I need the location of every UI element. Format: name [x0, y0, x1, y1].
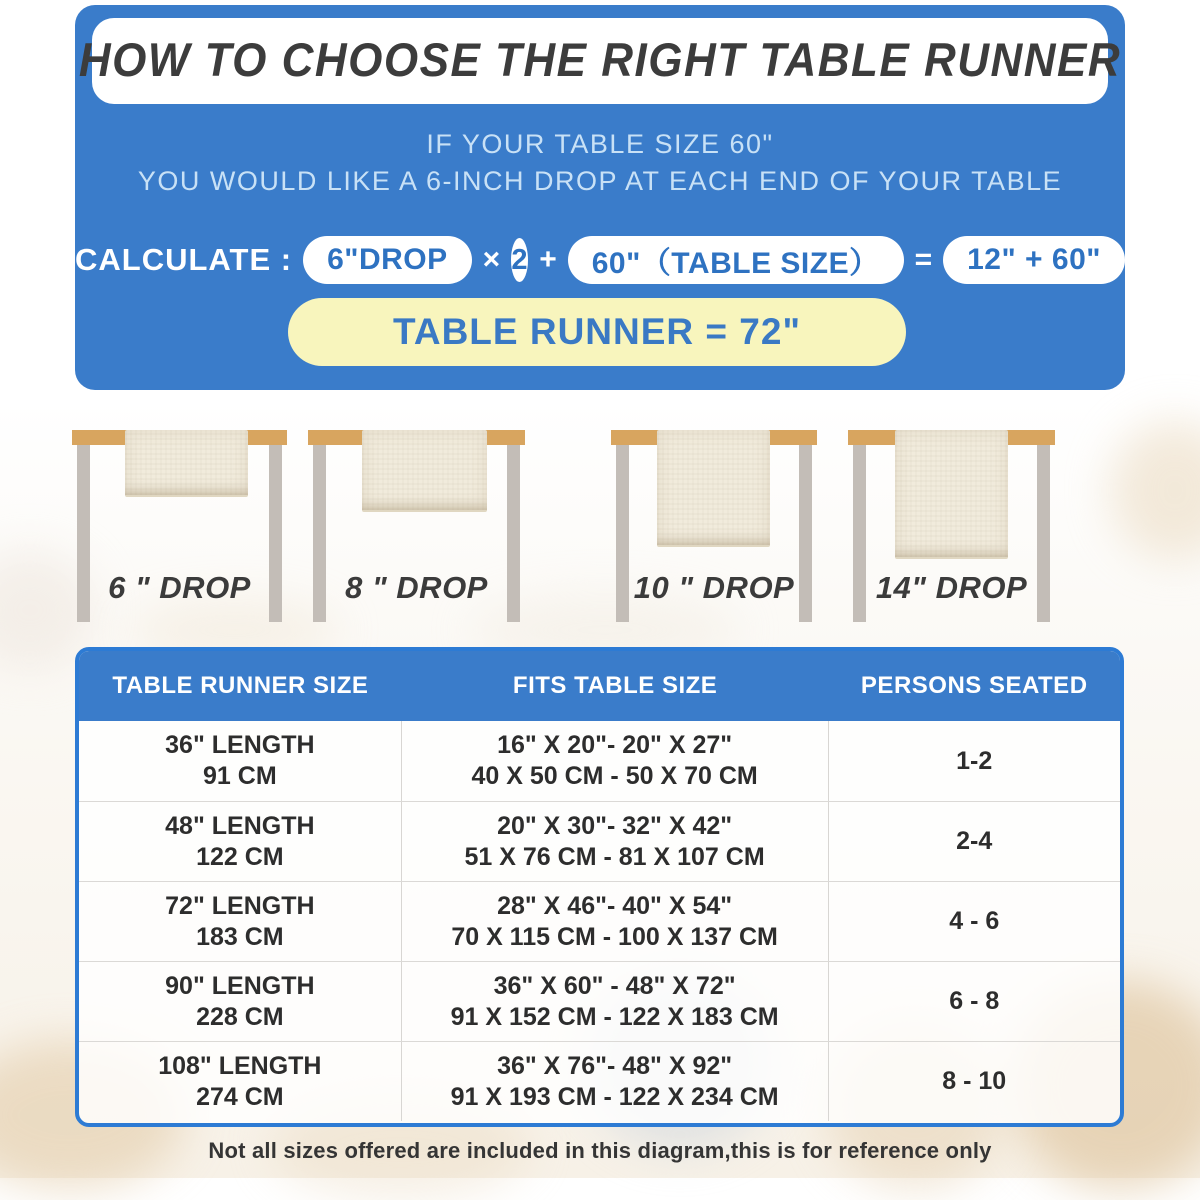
fits-size-inches: 36" X 60" - 48" X 72"	[493, 971, 736, 1000]
fits-size-cm: 40 X 50 CM - 50 X 70 CM	[471, 762, 758, 790]
multiply-sign: ×	[482, 243, 501, 276]
page-title: HOW TO CHOOSE THE RIGHT TABLE RUNNER	[78, 34, 1122, 87]
drop-label: 10 " DROP	[633, 570, 795, 605]
table-leg-shape	[77, 444, 90, 622]
table-leg-shape	[1037, 444, 1050, 622]
hero-panel	[75, 5, 1125, 390]
table-row	[79, 961, 1120, 1041]
fits-size-inches: 16" X 20"- 20" X 27"	[497, 731, 733, 759]
runner-size-cm: 274 CM	[196, 1082, 284, 1111]
fits-size-inches: 36" X 76"- 48" X 92"	[497, 1051, 733, 1080]
drop-label: 14" DROP	[875, 570, 1028, 605]
runner-size-inches: 108" LENGTH	[158, 1051, 322, 1080]
table-figure-8-drop	[308, 430, 525, 626]
runner-swatch	[657, 430, 770, 547]
runner-size-cm: 183 CM	[196, 922, 284, 951]
persons-seated-value: 2-4	[956, 827, 993, 855]
footnote: Not all sizes offered are included in this diagram,this is for reference only	[208, 1138, 992, 1163]
runner-swatch	[895, 430, 1008, 559]
runner-size-inches: 48" LENGTH	[165, 811, 315, 840]
cell-persons-seated	[829, 721, 1120, 801]
table-leg-shape	[269, 444, 282, 622]
header-cell-persons: PERSONS SEATED	[860, 672, 1088, 699]
runner-size-cm: 91 CM	[203, 762, 277, 790]
table-leg-shape	[507, 444, 520, 622]
table-row	[79, 721, 1120, 801]
fits-size-cm: 51 X 76 CM - 81 X 107 CM	[464, 842, 765, 871]
table-leg-shape	[853, 444, 866, 622]
cell-fits-size	[402, 1042, 829, 1121]
fits-size-inches: 20" X 30"- 32" X 42"	[497, 811, 733, 840]
subtitle-line-1: IF YOUR TABLE SIZE 60"	[426, 129, 774, 159]
runner-size-inches: 72" LENGTH	[165, 891, 315, 920]
cell-persons-seated	[829, 802, 1120, 881]
drop-label: 6 " DROP	[108, 570, 251, 605]
cell-persons-seated	[829, 962, 1120, 1041]
cell-runner-size	[79, 882, 402, 961]
drop-label: 8 " DROP	[345, 570, 488, 605]
runner-size-inches: 36" LENGTH	[165, 731, 315, 759]
cell-persons-seated	[829, 882, 1120, 961]
fits-size-cm: 91 X 193 CM - 122 X 234 CM	[450, 1082, 779, 1111]
runner-swatch	[125, 430, 248, 497]
persons-seated-value: 1-2	[956, 746, 993, 775]
size-table-body	[79, 721, 1120, 1121]
table-figure-14-drop	[848, 430, 1055, 626]
cell-persons-seated	[829, 1042, 1120, 1121]
result-text: TABLE RUNNER = 72"	[393, 311, 801, 352]
table-figure-6-drop	[72, 430, 287, 626]
fits-size-inches: 28" X 46"- 40" X 54"	[497, 891, 733, 920]
table-leg-shape	[313, 444, 326, 622]
table-leg-shape	[616, 444, 629, 622]
table-row	[79, 881, 1120, 961]
persons-seated-value: 4 - 6	[949, 907, 1000, 935]
header-cell-runner-size: TABLE RUNNER SIZE	[112, 672, 369, 699]
plus-sign: +	[539, 243, 557, 276]
cell-runner-size	[79, 721, 402, 801]
persons-seated-value: 6 - 8	[949, 987, 1000, 1015]
cell-fits-size	[402, 802, 829, 881]
subtitle-line-2: YOU WOULD LIKE A 6-INCH DROP AT EACH END OF YOUR TABLE	[137, 166, 1063, 196]
cell-fits-size	[402, 882, 829, 961]
fits-size-cm: 70 X 115 CM - 100 X 137 CM	[451, 922, 778, 951]
title-banner	[78, 18, 1122, 104]
table-row	[79, 1041, 1120, 1121]
equals-sign: =	[914, 243, 933, 276]
drop-pill: 6"DROP	[303, 236, 472, 284]
size-table-panel	[75, 647, 1124, 1127]
fits-size-cm: 91 X 152 CM - 122 X 183 CM	[450, 1002, 779, 1031]
persons-seated-value: 8 - 10	[942, 1067, 1007, 1095]
cell-fits-size	[402, 721, 829, 801]
result-pill	[288, 298, 906, 366]
table-size-pill: 60"（TABLE SIZE）	[568, 236, 904, 284]
sum-pill: 12" + 60"	[943, 236, 1125, 284]
runner-size-cm: 228 CM	[196, 1002, 284, 1031]
calculate-label: CALCULATE :	[75, 242, 293, 277]
multiplier-badge: 2	[511, 238, 528, 282]
table-row	[79, 801, 1120, 881]
size-table-header	[79, 651, 1120, 721]
runner-size-inches: 90" LENGTH	[165, 971, 315, 1000]
cell-runner-size	[79, 802, 402, 881]
table-figure-10-drop	[611, 430, 817, 626]
runner-size-cm: 122 CM	[196, 842, 284, 871]
background-blur-blob	[1110, 420, 1200, 560]
cell-runner-size	[79, 962, 402, 1041]
cell-fits-size	[402, 962, 829, 1041]
table-leg-shape	[799, 444, 812, 622]
calculation-row	[75, 236, 1125, 284]
runner-swatch	[362, 430, 487, 512]
cell-runner-size	[79, 1042, 402, 1121]
header-cell-fits-size: FITS TABLE SIZE	[512, 672, 718, 699]
